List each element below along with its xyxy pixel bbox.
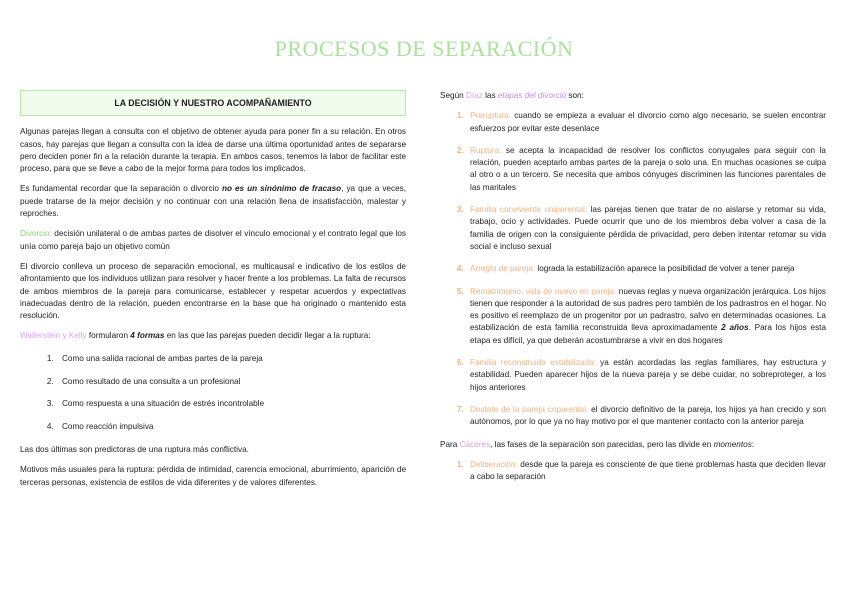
stage-text: las parejas tienen que tratar de no aislarse y retomar su vida, trabajo, ocio y actividades. Puede ocurrir que uno de los miembros deba volver a casa de la familia de origen con la consiguiente pérdida de privacidad, pero deben intentar retomar su vida social e incluso sexual	[470, 205, 826, 251]
stage-term: Familia conviviente uniparental:	[470, 205, 588, 215]
text-segment: :	[751, 439, 755, 449]
left-column	[20, 90, 406, 497]
stage-text: el divorcio definitivo de la pareja, los hijos ya han crecido y son autónomos, por lo que ya no hay motivo por el que mantener contacto con la anterior pareja	[470, 404, 826, 427]
author-caceres: Cáceres	[459, 439, 491, 449]
text-segment: las	[482, 91, 498, 100]
page-title: PROCESOS DE SEPARACIÓN	[274, 36, 574, 61]
stage-text: lograda la estabilización aparece la posibilidad de volver a tener pareja	[535, 264, 795, 274]
stage-text: cuando se empieza a evaluar el divorcio como algo necesario, se suelen encontrar esfuerzos por evitar este desenlace	[470, 111, 826, 133]
emphasis-2-anos: 2 años	[721, 323, 749, 333]
stage-item	[466, 263, 826, 275]
text-segment: Según	[440, 91, 466, 100]
term-momentos: momentos	[713, 439, 752, 449]
term-etapas-divorcio: etapas del divorcio	[497, 91, 567, 100]
stage-term: Rematrimonio, vida de nuevo en pareja:	[470, 286, 617, 296]
stage-text: . Para los hijos esta etapa es difícil, ya que deberán acostumbrarse a vivir en dos hogares	[470, 323, 827, 345]
text-segment: Es fundamental recordar que la separación o divorcio	[20, 184, 222, 194]
stage-text: nuevas reglas y nueva organización jerárquica. Los hijos tienen que responder a la autoridad de sus padres pero también de los padrastros en el hogar. No es positivo el reemplazo de un progenitor por un padrastro, salvo en determinadas ocasiones. La estabilización de esta familia reconstruida lleva aproximadamente	[470, 286, 827, 333]
list-item: 3. Como respuesta a una situación de estrés incontrolable	[56, 398, 406, 410]
stage-term: Ruptura:	[470, 145, 502, 155]
text-segment: , ya que a veces, puede tratarse de la mejor decisión y no continuar con una relación llena de insatisfacción, malestar y reproches.	[20, 184, 406, 219]
emphasis-4-formas: 4 formas	[130, 331, 165, 341]
text-segment: formularon	[86, 331, 131, 341]
paragraph-multicausal: El divorcio conlleva un proceso de separación emocional, es multicausal e indicativo de los estilos de afrontamiento que los individuos utilizan para resolver y hacer frente a los problemas. La falta de recursos de ambos miembros de la pareja para comunicarse, establecer y respetar acuerdos y expectativas inadecuadas dentro de la relación, pueden encontrarse en la base que ha originado o mantenido esta resolución.	[20, 261, 406, 321]
stage-item	[466, 404, 826, 429]
list-item: 2. Como resultado de una consulta a un profesional	[56, 376, 406, 388]
paragraph-predictoras: Las dos últimas son predictoras de una ruptura más conflictiva.	[20, 444, 249, 454]
stages-intro	[440, 90, 826, 102]
forms-list	[20, 353, 406, 434]
stage-item	[466, 110, 826, 135]
stage-text: se acepta la incapacidad de resolver los conflictos conyugales para seguir con la relación, pueden aceptarlo ambas partes de la pareja o solo una. En muchas ocasiones se culpa al otro o a un tercero. Se necesita que ambos cónyuges discriminen las funciones parentales de las maritales	[470, 145, 826, 192]
stage-term: Preruptura:	[470, 111, 511, 121]
stage-term: Destete de la pareja coparental:	[470, 404, 589, 414]
stage-item	[466, 204, 826, 253]
paragraph-motivos: Motivos más usuales para la ruptura: pérdida de intimidad, carencia emocional, aburrimiento, aparición de terceras personas, existencia de estilos de vida diferentes y de valores diferentes.	[20, 465, 406, 487]
section-header: LA DECISIÓN Y NUESTRO ACOMPAÑAMIENTO	[20, 90, 406, 116]
stage-term: Arreglo de pareja:	[470, 264, 536, 274]
stage-item	[466, 357, 826, 394]
definition-divorcio	[20, 228, 406, 253]
list-item: 1. Como una salida racional de ambas partes de la pareja	[56, 353, 406, 365]
paragraph-intro: Algunas parejas llegan a consulta con el objetivo de obtener ayuda para poner fin a su relación. En otros casos, hay parejas que llegan a consulta con la idea de darse una última oportunidad antes de separarse pero deciden poner fin a la relación durante la terapia. En ambos casos, tenemos la labor de facilitar este proceso, para que se lleve a cabo de la mejor forma para todos los implicados.	[20, 127, 406, 174]
author-wallerstein-kelly: Wallerstein y Kelly	[20, 331, 87, 341]
term-divorcio: Divorcio:	[20, 229, 52, 239]
moment-item	[466, 459, 826, 484]
text-segment: , las fases de la separación son parecidas, pero las divide en	[490, 439, 714, 449]
right-column	[440, 90, 826, 483]
text-segment: son:	[566, 91, 584, 100]
stage-item	[466, 145, 826, 194]
paragraph-wallerstein	[20, 330, 406, 342]
author-diaz: Díaz	[465, 91, 483, 100]
text-segment: Para	[440, 439, 460, 449]
emphasis-fracaso: no es un sinónimo de fracaso	[221, 184, 342, 194]
stage-item	[466, 286, 826, 347]
stages-list	[440, 110, 826, 428]
paragraph-fracaso	[20, 183, 406, 220]
moment-text: desde que la pareja es consciente de que tiene problemas hasta que deciden llevar a cabo la separación	[470, 459, 826, 482]
list-item: 4. Como reacción impulsiva	[56, 421, 406, 433]
stage-text: ya están acordadas las reglas familiares, hay estructura y estabilidad. Pueden aparecer hijos de la nueva pareja y se debe cuidar, no sobreproteger, a los hijos anteriores	[470, 358, 826, 392]
moments-list	[440, 459, 826, 484]
moment-term: Deliberación:	[470, 459, 518, 469]
text-segment: en las que las parejas pueden decidir llegar a la ruptura:	[164, 331, 371, 341]
stage-term: Familia reconstruida estabilizada:	[470, 358, 596, 368]
caceres-intro	[440, 439, 826, 451]
definition-text: decisión unilateral o de ambas partes de disolver el vínculo emocional y el contrato legal que los unía como pareja bajo un objetivo común	[20, 229, 406, 251]
